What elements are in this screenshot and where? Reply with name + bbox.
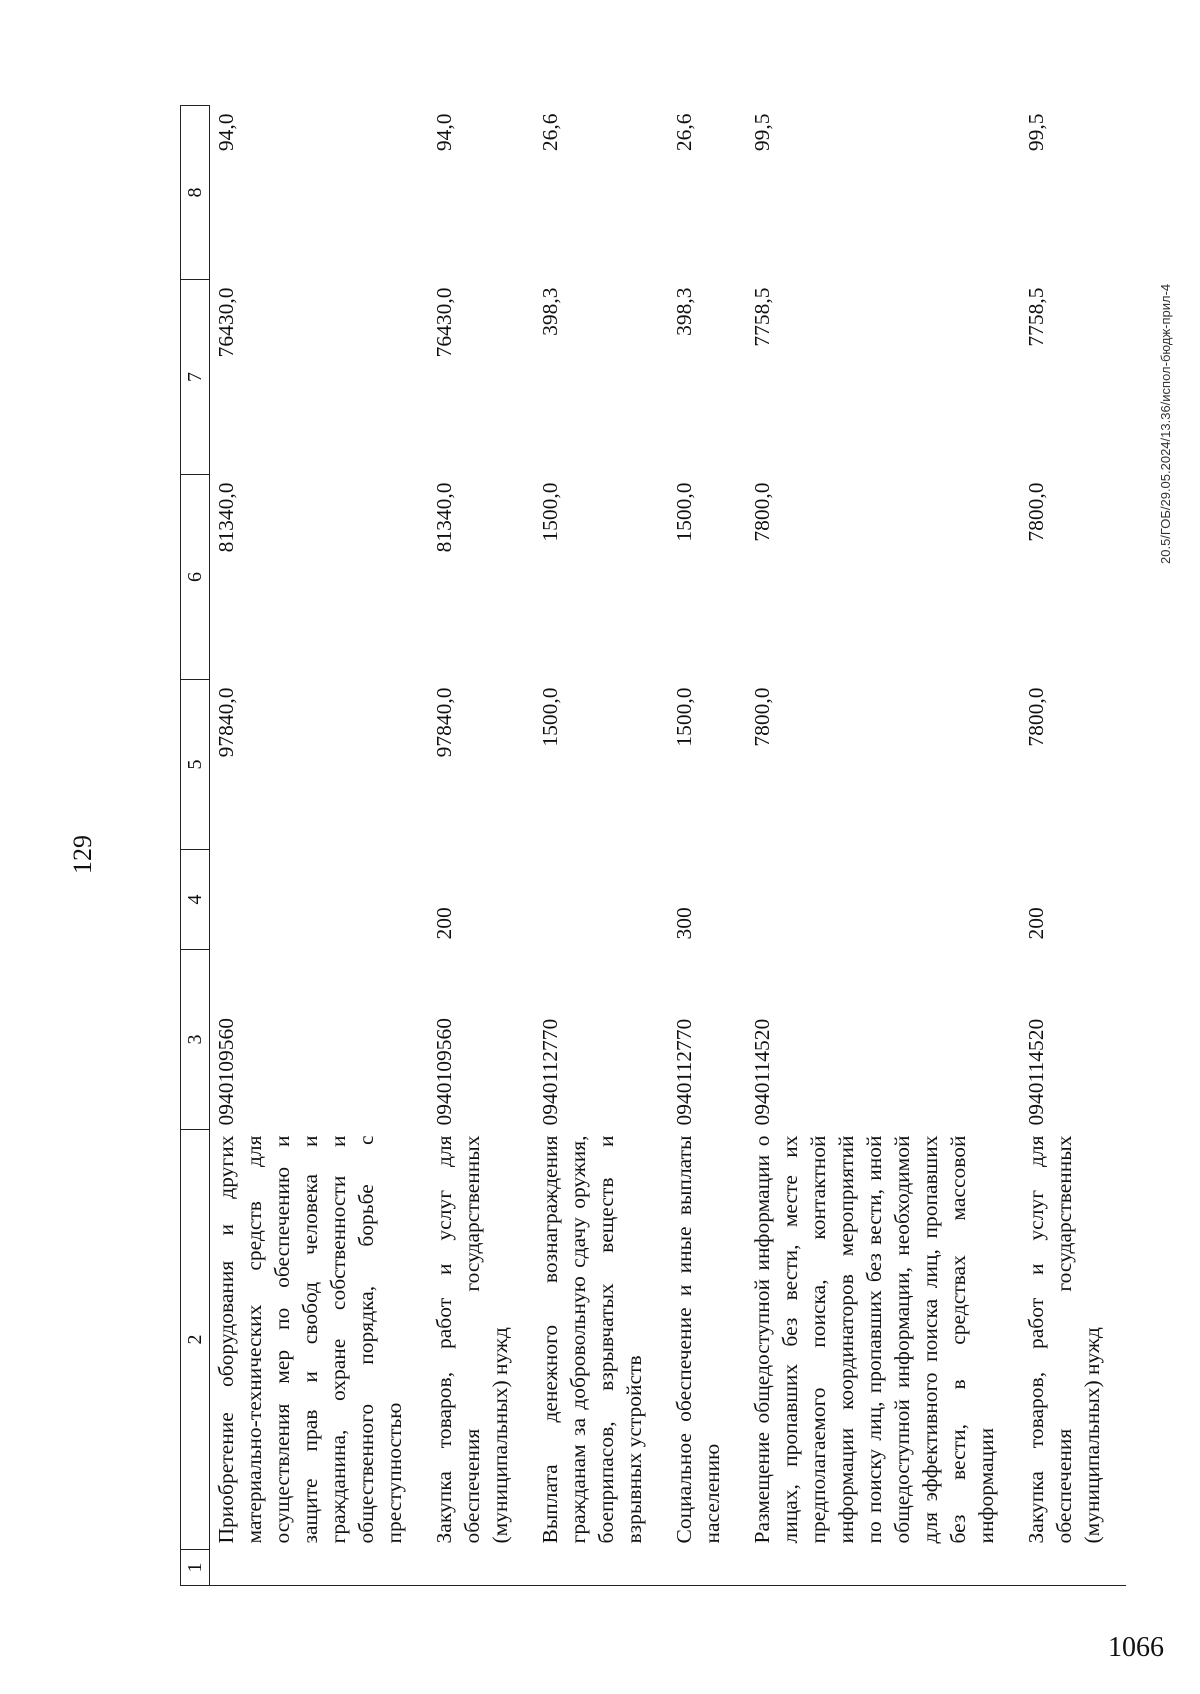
table-cell-value: 1500,0 xyxy=(538,687,562,747)
budget-table xyxy=(180,105,1126,1586)
table-cell-code: 0940112770 xyxy=(672,1018,696,1126)
table-cell-value: 76430,0 xyxy=(214,287,238,358)
table-cell-type xyxy=(746,850,1020,950)
table-cell-value: 7800,0 xyxy=(750,482,774,542)
table-cell-value: 76430,0 xyxy=(432,287,456,358)
table-cell-value: 7800,0 xyxy=(1024,482,1048,542)
table-cell-code: 0940114520 xyxy=(1024,1018,1048,1126)
table-cell-value: 97840,0 xyxy=(214,687,238,758)
table-cell-code: 0940112770 xyxy=(538,1018,562,1126)
table-cell xyxy=(746,1550,1020,1586)
table-cell-value: 398,3 xyxy=(672,287,696,336)
table-cell-description: Размещение общедоступной информации о лицах, пропавших без вести, месте их предполагаемого поиска, контактной информации координаторов мероприятий по поиску лиц, пропавших без вести, иной общедоступной информации, необходимой для эффективного поиска лиц, пропавших без вести, в средствах массовой информации xyxy=(750,1135,998,1544)
table-cell-description: Закупка товаров, работ и услуг для обеспечения государственных (муниципальных) нужд xyxy=(1024,1135,1104,1544)
table-cell-type xyxy=(210,850,429,950)
table-cell-percent: 26,6 xyxy=(672,113,696,152)
table-cell xyxy=(1020,1550,1126,1586)
table-cell xyxy=(668,1550,746,1586)
column-header: 5 xyxy=(181,680,210,850)
table-cell-percent: 94,0 xyxy=(214,113,238,152)
column-header: 4 xyxy=(181,850,210,950)
table-cell-percent: 26,6 xyxy=(538,113,562,152)
table-cell xyxy=(534,1550,668,1586)
column-header: 1 xyxy=(181,1550,210,1586)
table-cell-value: 97840,0 xyxy=(432,687,456,758)
table-cell-code: 0940109560 xyxy=(214,1018,238,1126)
table-cell-type: 200 xyxy=(1024,907,1048,940)
page-number: 129 xyxy=(68,835,97,874)
table-cell-code: 0940109560 xyxy=(432,1018,456,1126)
table-row xyxy=(1020,106,1126,1586)
table-cell-value: 7800,0 xyxy=(750,687,774,747)
table-cell-value: 398,3 xyxy=(538,287,562,336)
table-header-row xyxy=(181,106,210,1586)
column-header: 7 xyxy=(181,280,210,475)
table-cell-value: 1500,0 xyxy=(672,482,696,542)
table-cell-value: 7758,5 xyxy=(750,287,774,347)
table-cell-type: 200 xyxy=(432,907,456,940)
column-header: 2 xyxy=(181,1130,210,1550)
table-row xyxy=(746,106,1020,1586)
table-cell-value: 1500,0 xyxy=(538,482,562,542)
document-footer-code: 20.5/ГОБ/29.05.2024/13.36/испол-бюдж-прил-4 xyxy=(1158,283,1173,564)
table-cell-percent: 99,5 xyxy=(750,113,774,152)
table-cell xyxy=(210,1550,429,1586)
table-cell-description: Социальное обеспечение и иные выплаты населению xyxy=(672,1135,724,1544)
table-row xyxy=(428,106,534,1586)
column-header: 6 xyxy=(181,475,210,680)
table-cell xyxy=(428,1550,534,1586)
table-cell-description: Выплата денежного вознаграждения гражданам за добровольную сдачу оружия, боеприпасов, взрывчатых веществ и взрывных устройств xyxy=(538,1135,646,1544)
table-cell-description: Закупка товаров, работ и услуг для обеспечения государственных (муниципальных) нужд xyxy=(432,1135,512,1544)
table-row xyxy=(210,106,429,1586)
table-cell-value: 7758,5 xyxy=(1024,287,1048,347)
table-cell-value: 81340,0 xyxy=(214,482,238,553)
table-cell-type xyxy=(534,850,668,950)
table-row xyxy=(534,106,668,1586)
table-cell-percent: 99,5 xyxy=(1024,113,1048,152)
table-row xyxy=(668,106,746,1586)
table-cell-code: 0940114520 xyxy=(750,1018,774,1126)
column-header: 8 xyxy=(181,106,210,280)
table-cell-percent: 94,0 xyxy=(432,113,456,152)
table-cell-value: 7800,0 xyxy=(1024,687,1048,747)
sheet-number: 1066 xyxy=(1108,1632,1164,1663)
table-cell-value: 81340,0 xyxy=(432,482,456,553)
table-cell-type: 300 xyxy=(672,907,696,940)
table-cell-description: Приобретение оборудования и других материально-технических средств для осуществления мер по обеспечению и защите прав и свобод человека и гражданина, охране собственности и общественного порядка, борьбе с преступностью xyxy=(214,1135,406,1544)
column-header: 3 xyxy=(181,950,210,1130)
table-cell-value: 1500,0 xyxy=(672,687,696,747)
